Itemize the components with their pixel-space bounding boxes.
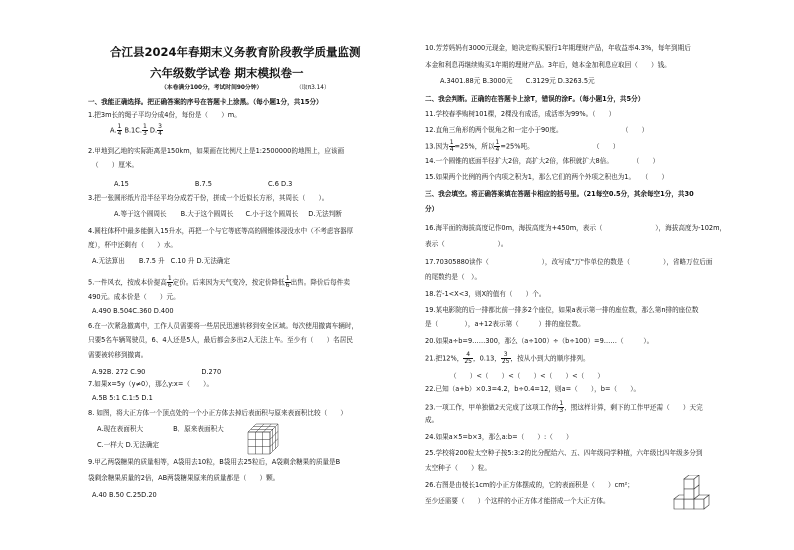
question-14: 14.一个圆锥的底面半径扩大2倍，高扩大2倍，体积就扩大8倍。 （ ） — [425, 157, 660, 165]
question-16-cont: 表示（ ）。 — [425, 240, 508, 248]
question-16: 16.海平面的海拔高度记作0m，海拔高度为+450m，表示（ ），海拔高度为-102m， — [425, 224, 727, 232]
question-3: 3.把一张圆形纸片沿半径平均分成若干份，拼成一个近似长方形，其周长（ ）。 — [88, 194, 329, 202]
question-22: 22.已知（a+b）×0.3=4.2，b÷0.4=12，则a=（ ），b=（ ）。 — [425, 385, 641, 393]
question-5-cont: 490元。成本价是（ ）元。 — [88, 293, 180, 301]
question-10-options: A.3401.88元 B.3000元 C.3129元 D.3263.5元 — [440, 77, 595, 85]
question-1-options: A. $\frac{1}{4}$ B.1C. $\frac{1}{3}$ D. $\frac{3}{4}$ — [110, 123, 162, 137]
question-19-cont: 是（ ），a+12表示第（ ）排的座位数。 — [425, 320, 585, 328]
question-17: 17.70305880读作（ ），改写成"万"作单位的数是（ ），省略万位后面 — [425, 258, 713, 266]
question-17-cont: 的尾数约是（ ）。 — [425, 273, 482, 281]
question-9: 9.甲乙两袋糖果的质量相等，A袋用去10粒，B袋用去25粒后，A袋剩余糖果的质量是B — [88, 458, 341, 466]
question-21-answer-blanks: （ ）<（ ）<（ ）<（ ）<（ ） — [450, 372, 604, 380]
stacked-cubes-figure — [668, 475, 718, 517]
question-26: 26.右图是由棱长1cm的小正方体摆成的，它的表面积是（ ）cm²； — [425, 481, 634, 489]
section-fill-heading: 三、我会填空。将正确答案填在答题卡相应的括号里。（21每空0.5分，其余每空1分，共30 — [425, 190, 694, 198]
question-8: 8. 如图，将大正方体一个顶点处的一个小正方体去掉后表面积与原来表面积比较（ ） — [88, 409, 347, 417]
exam-note: （本卷满分100分，考试时间90分钟） — [161, 85, 263, 91]
question-19: 19.某电影院的后一排都比前一排多2个座位，如果a表示第一排的座位数，那么第n排的座位数 — [425, 306, 699, 314]
question-6-cont2: 需要被转移到撤离。 — [88, 351, 148, 359]
question-18: 18.若-1<X<3，则X的值有（ ）个。 — [425, 290, 546, 298]
question-13: 13.因为 $\frac{1}{4}$ =25%，所以 $\frac{1}{4}$ =25%吨。 （ ） — [425, 139, 620, 153]
question-2: 2.甲地到乙地的实际距离是150km，如果画在比例尺上是1:2500000的地图上，应该画 — [88, 147, 345, 155]
question-9-cont: 袋剩余糖果质量的2倍，AB两袋糖果原来的质量都是（ ）颗。 — [88, 474, 280, 482]
section-choice-heading: 一、我能正确选择。把正确答案的序号在答题卡上涂黑。（每小题1分，共15分） — [88, 98, 323, 106]
question-5: 5.一件风衣，按成本价提高 $\frac{1}{6}$ 定价。后来因为天气变冷，按定价降低 $\frac{1}{6}$ 出售。降价后每件卖 — [88, 275, 350, 289]
question-6: 6.在一次紧急撤离中，工作人员需要将一些居民迅速转移到安全区域。每次使用撤离车辆时， — [88, 322, 359, 330]
section-fill-heading-cont: 分） — [425, 205, 439, 213]
question-23-cont: 成。 — [425, 416, 439, 424]
question-7-options: A.5B 5:1 C.1:5 D.1 — [92, 394, 153, 402]
question-5-options: A.490 B.504C.360 D.400 — [92, 307, 174, 315]
section-judge-heading: 二、我会判断。正确的在答题卡上涂T，错误的涂F。（每小题1分，共5分） — [425, 95, 645, 103]
question-24: 24.如果a×5=b×3，那么a:b=（ ）:（ ） — [425, 433, 573, 441]
question-21: 21.把12%， $\frac{4}{25}$ ，0.13， $\frac{3}{25}$ ，按从小到大的顺序排列。 — [425, 351, 590, 365]
cube-figure — [246, 422, 280, 456]
question-4-cont: 度），杯中还剩有（ ）水。 — [88, 241, 178, 249]
question-6-options: A.92B. 272 C.90 D.270 — [92, 368, 222, 376]
question-8-options-2: C.一样大 D.无法确定 — [97, 441, 160, 449]
exam-title: 合江县2024年春期末义务教育阶段教学质量监测 — [110, 45, 361, 59]
question-25-cont: 太空种子（ ）粒。 — [425, 464, 491, 472]
question-23: 23.一项工作，甲单独做2天完成了这项工作的 $\frac{1}{3}$ ，照这样计算，剩下的工作甲还需（ ）天完 — [425, 400, 703, 414]
question-10: 10.芳芳妈妈有3000元现金，她决定购买银行1年期理财产品，年收益率4.3%，每年到期后 — [425, 44, 691, 52]
question-7: 7.如果x=5y（y≠0），那么y:x=（ ）。 — [88, 380, 214, 388]
question-8-options-1: A.现在表面积大 B．原来表面积大 — [97, 425, 224, 433]
question-3-options: A.等于这个圆周长 B.大于这个圆周长 C.小于这个圆周长 D.无法判断 — [114, 210, 342, 218]
question-26-cont: 至少还需要（ ）个这样的小正方体才能搭成一个大正方体。 — [425, 497, 610, 505]
question-2-options: A.15 B.7.5 C.6 D.3 — [114, 180, 293, 188]
question-25: 25.学校将200粒太空种子按5:3:2的比分配给六、五、四年级同学种植，六年级比四年级多分到 — [425, 449, 703, 457]
question-12: 12.直角三角形的两个锐角之和一定小于90度。 （ ） — [425, 126, 649, 134]
question-4: 4.圆柱体杯中最多能倒入15升水，再把一个与它等底等高的圆锥体浸没水中（不考虑容器厚 — [88, 227, 354, 235]
question-20: 20.如果a÷b=9……300，那么（a÷100）÷（b÷100）=9……（ ）。 — [425, 337, 654, 345]
question-4-options: A.无法算出 B.7.5 升 C.10 升 D.无法确定 — [92, 257, 231, 265]
question-10-cont: 本金和利息再继续购买1年期的理财产品。3年后，她本金加利息应取回（ ）钱。 — [425, 61, 671, 69]
question-11: 11.学校春季购树101棵，2棵没有成活，成活率为99%。（ ） — [425, 110, 616, 118]
question-2-cont: （ ）厘米。 — [92, 161, 139, 169]
question-1: 1.把3m长的绳子平均分成4份，每份是（ ）m。 — [88, 111, 241, 119]
question-6-cont1: 只要5名车辆驾驶员，6、4人还是5人，最后都会多出2人无法上车。至少有（ ）名居民 — [88, 336, 353, 344]
question-15: 15.如果两个比例的两个内项之积为1，那么它们的两个外项之积也为1。 （ ） — [425, 173, 669, 181]
exam-subtitle: 六年级数学试卷 期末模拟卷一 — [150, 66, 304, 80]
question-9-options: A.40 B.50 C.25D.20 — [92, 491, 157, 499]
exam-note-pi: （取π3.14） — [296, 85, 330, 91]
